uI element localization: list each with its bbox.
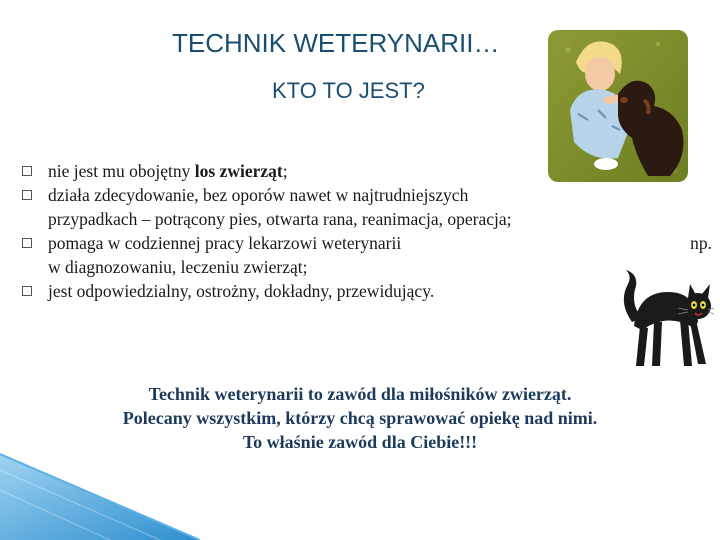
checkbox-bullet-icon	[22, 166, 32, 176]
bullet-text-continuation: w diagnozowaniu, leczeniu zwierząt;	[48, 257, 308, 277]
black-cat-clipart	[618, 262, 714, 372]
decorative-corner-shape	[0, 440, 220, 540]
list-item	[22, 159, 702, 183]
bullet-text-end: ;	[282, 161, 288, 181]
slide-subtitle: KTO TO JEST?	[272, 78, 425, 103]
checkbox-bullet-icon	[22, 238, 32, 248]
bullet-text: jest odpowiedzialny, ostrożny, dokładny, przewidujący.	[48, 281, 435, 301]
bullet-text-np: np.	[690, 233, 712, 253]
slide-title: TECHNIK WETERYNARII…	[172, 28, 500, 58]
closing-line: Technik weterynarii to zawód dla miłośników zwierząt.	[148, 384, 572, 404]
bullet-text: nie jest mu obojętny	[48, 161, 195, 181]
bullet-text: działa zdecydowanie, bez oporów nawet w najtrudniejszych	[48, 185, 469, 205]
list-item	[22, 279, 702, 303]
checkbox-bullet-icon	[22, 190, 32, 200]
bullet-text-continuation: przypadkach – potrącony pies, otwarta rana, reanimacja, operacja;	[48, 209, 512, 229]
bullet-emphasis: los zwierząt	[194, 161, 283, 181]
list-item	[22, 231, 712, 279]
closing-line: To właśnie zawód dla Ciebie!!!	[242, 432, 478, 452]
bullet-list	[22, 159, 712, 303]
closing-line: Polecany wszystkim, którzy chcą sprawować opiekę nad nimi.	[122, 408, 598, 428]
checkbox-bullet-icon	[22, 286, 32, 296]
list-item	[22, 183, 702, 231]
bullet-text: pomaga w codziennej pracy lekarzowi weterynarii	[48, 233, 402, 253]
